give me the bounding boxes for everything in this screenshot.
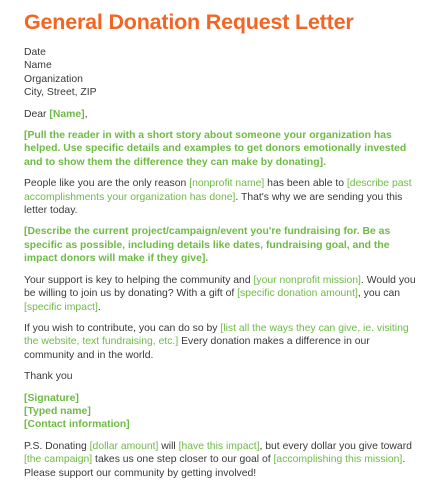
donation-amount-placeholder: [specific donation amount]: [237, 288, 358, 300]
support-paragraph: [24, 274, 420, 314]
postscript-text-5: . Please support our community by getting involved!: [24, 454, 406, 479]
name-placeholder: [Name]: [49, 108, 85, 120]
project-placeholder-paragraph: [Describe the current project/campaign/event you're fundraising for. Be as specific as possible, including details like dates, fundraising goal, and the impact donors will make if they give].: [24, 226, 391, 265]
contribute-text-1: If you wish to contribute, you can do so by: [24, 322, 221, 334]
story-placeholder-paragraph: [Pull the reader in with a short story about someone your organization has helped. Use specific details and examples to get donors emotionally invested and to show them the difference they can make by donating].: [24, 130, 407, 168]
page-title: General Donation Request Letter: [24, 10, 354, 34]
specific-impact-placeholder: [specific impact]: [24, 301, 98, 313]
typed-name-placeholder: [Typed name]: [24, 405, 91, 417]
postscript-paragraph: [24, 440, 420, 480]
support-text-1: Your support is key to helping the community and: [24, 274, 254, 286]
support-text-4: .: [97, 301, 101, 313]
salutation: [24, 108, 420, 121]
salutation-prefix: Dear: [24, 108, 50, 120]
address-line-city-street-zip: City, Street, ZIP: [24, 87, 97, 99]
contribute-text-2: Every donation makes a difference in our community and in the world.: [24, 336, 370, 361]
impact-placeholder: [have this impact]: [178, 440, 260, 452]
postscript-text-3: , but every dollar you give toward: [259, 440, 412, 452]
postscript-text-2: will: [158, 440, 179, 452]
nonprofit-name-placeholder: [nonprofit name]: [189, 178, 265, 190]
address-line-name: Name: [24, 60, 52, 72]
postscript-text-4: takes us one step closer to our goal of: [92, 454, 274, 466]
dollar-amount-placeholder: [dollar amount]: [89, 440, 159, 452]
contact-information-placeholder: [Contact information]: [24, 419, 130, 431]
contribute-paragraph: [24, 322, 420, 362]
salutation-suffix: ,: [84, 108, 88, 120]
reason-paragraph: [24, 177, 420, 217]
campaign-placeholder: [the campaign]: [24, 454, 93, 466]
address-line-date: Date: [24, 47, 46, 58]
past-accomplishments-placeholder: [describe past accomplishments your organization has done]: [24, 178, 412, 203]
postscript-text-1: P.S. Donating: [24, 440, 90, 452]
reason-text-3: . That's why we are sending you this letter today.: [24, 191, 403, 217]
signature-placeholder: [Signature]: [24, 392, 79, 404]
letter-body: [24, 38, 420, 488]
giving-methods-placeholder: [list all the ways they can give, ie. visiting the website, text fundraising, etc.]: [24, 322, 409, 348]
support-text-2: . Would you be willing to join us by donating? With a gift of: [24, 274, 416, 300]
address-line-organization: Organization: [24, 73, 83, 85]
accomplishing-mission-placeholder: [accomplishing this mission]: [273, 454, 403, 466]
mission-placeholder: [your nonprofit mission]: [253, 274, 361, 286]
reason-text-1: People like you are the only reason: [24, 178, 190, 190]
signature-block: [24, 392, 420, 432]
closing: Thank you: [24, 371, 73, 383]
reason-text-2: has been able to: [264, 178, 347, 190]
support-text-3: , you can: [357, 288, 401, 300]
